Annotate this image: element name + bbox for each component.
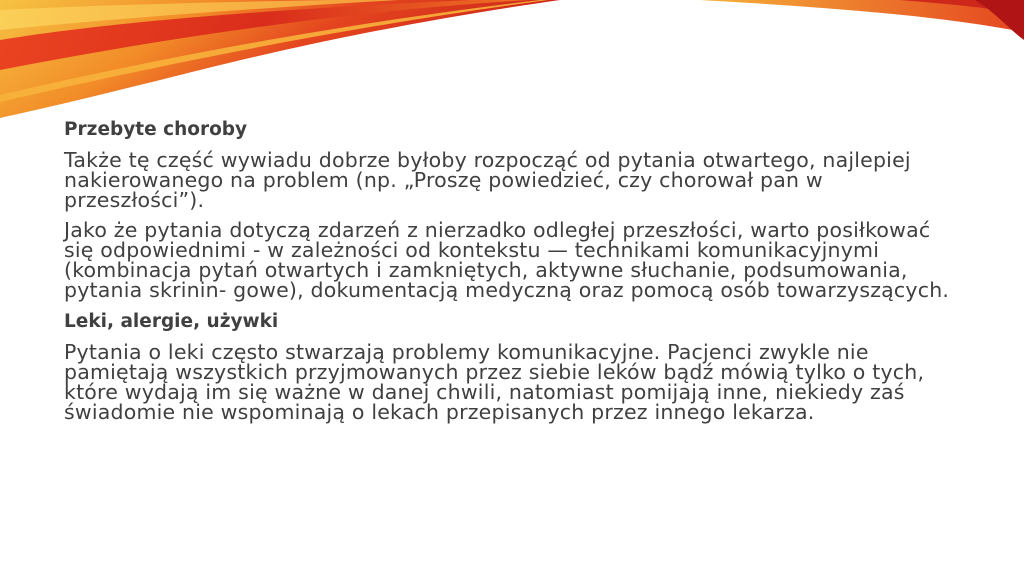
section-heading: Przebyte choroby <box>64 119 248 140</box>
section-heading: Leki, alergie, używki <box>64 311 279 332</box>
paragraph: Pytania o leki często stwarzają problemy komunikacyjne. Pacjenci zwykle nie pamiętają wszystkich przyjmowanych przez siebie leków bądź mówią tylko o tych, które wydają im się ważne w danej chwili, natomiast pomijają inne, niekiedy zaś świadomie nie wspominają o lekach przepisanych przez innego lekarza. <box>64 340 925 424</box>
decorative-wave-banner <box>0 0 1024 130</box>
paragraph: Jako że pytania dotyczą zdarzeń z nierzadko odległej przeszłości, warto posiłkować się odpowiednimi - w zależności od kontekstu — technikami komunikacyjnymi (kombinacja pytań otwartych i zamkniętych, aktywne słuchanie, podsumowania, pytania skrinin- gowe), dokumentacją medyczną oraz pomocą osób towarzyszących. <box>64 218 950 302</box>
section-przebyte-choroby <box>64 118 964 300</box>
section-leki-alergie-uzywki <box>64 310 964 422</box>
slide-content <box>64 118 964 422</box>
paragraph: Także tę część wywiadu dobrze byłoby rozpocząć od pytania otwartego, najlepiej nakierowanego na problem (np. „Proszę powiedzieć, czy chorował pan w przeszłości”). <box>64 148 911 212</box>
